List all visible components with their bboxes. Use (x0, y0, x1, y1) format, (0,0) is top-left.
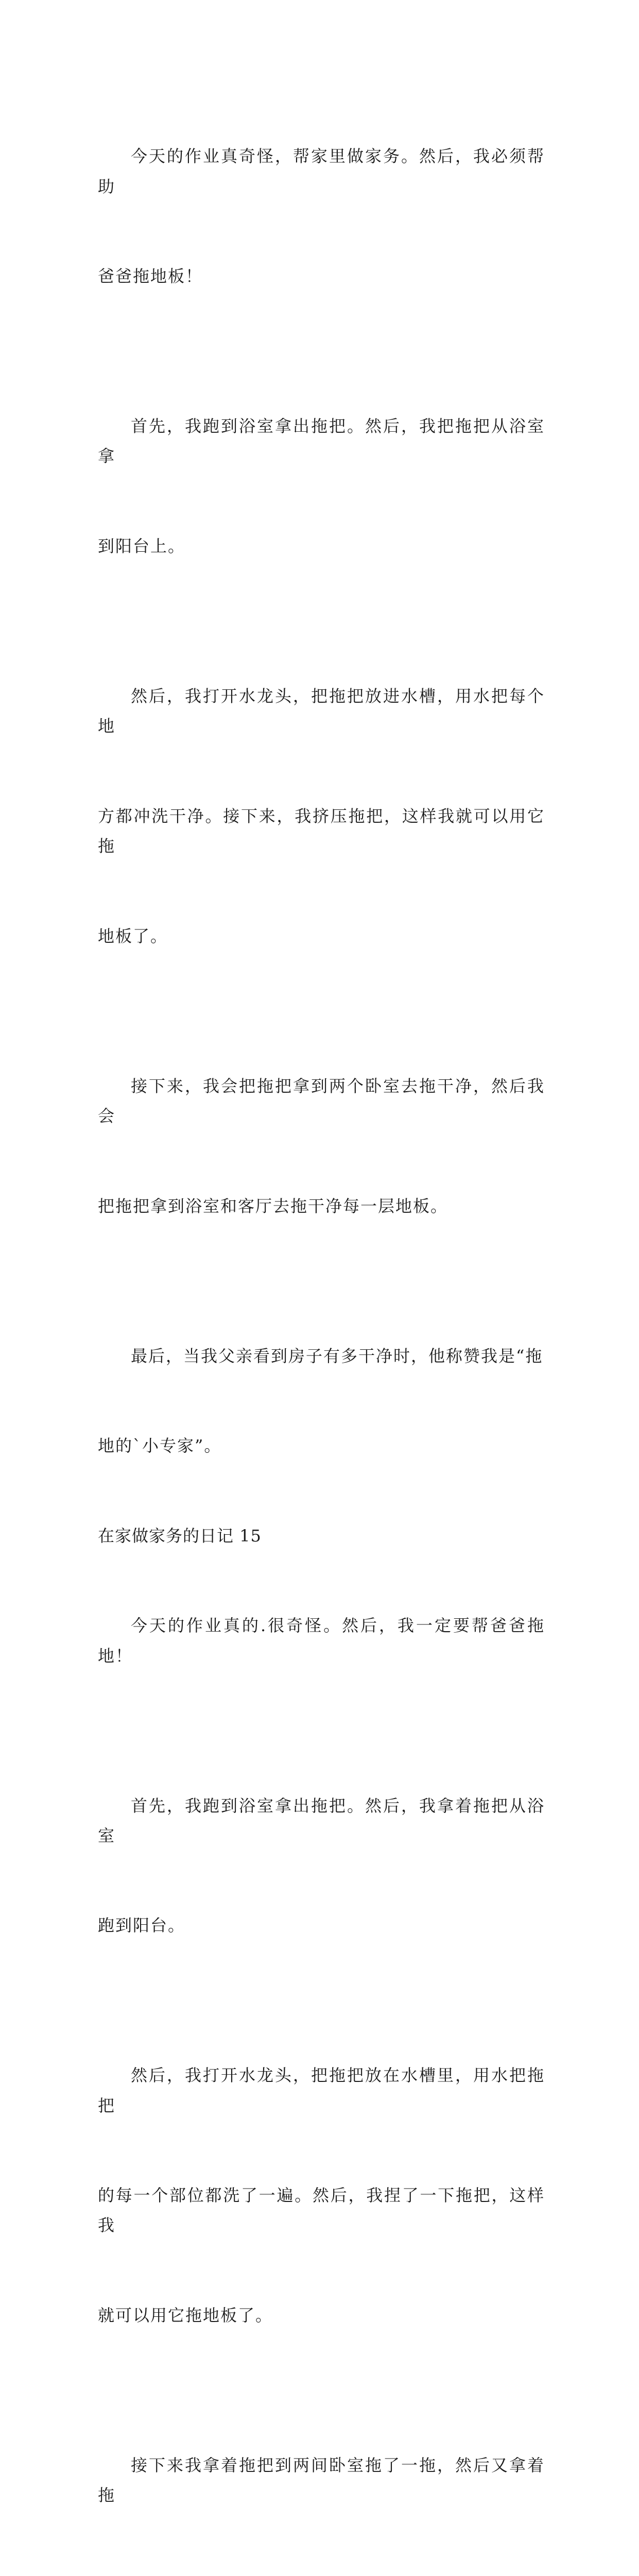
text-line: 今天的作业真的.很奇怪。然后，我一定要帮爸爸拖地！ (98, 1616, 545, 1666)
paragraph (98, 2001, 545, 2391)
paragraph (98, 2391, 545, 2576)
text-line: 到阳台上。 (98, 536, 186, 556)
paragraph (98, 351, 545, 621)
text-line: 最后，当我父亲看到房子有多干净时，他称赞我是“拖 (131, 1346, 543, 1366)
text-line: 跑到阳台。 (98, 1916, 186, 1936)
paragraph (98, 621, 545, 1011)
text-line: 方都冲洗干净。接下来，我挤压拖把，这样我就可以用它拖 (98, 806, 545, 856)
text-line (98, 2570, 545, 2576)
text-line: 把拖把拿到浴室和客厅去拖干净每一层地板。 (98, 1196, 448, 1216)
paragraph (98, 1011, 545, 1281)
text-line: 的每一个部位都洗了一遍。然后，我捏了一下拖把，这样我 (98, 2185, 545, 2235)
document-body (98, 81, 545, 2576)
text-line: 今天的作业真奇怪，帮家里做家务。然后，我必须帮助 (98, 146, 545, 196)
paragraph (98, 1551, 545, 1731)
text-line: 就可以用它拖地板了。 (98, 2306, 273, 2326)
text-line: 首先，我跑到浴室拿出拖把。然后，我把拖把从浴室拿 (98, 416, 545, 466)
text-line: 地的`小专家”。 (98, 1436, 222, 1456)
text-line: 爸爸拖地板！ (98, 266, 203, 286)
text-line: 然后，我打开水龙头，把拖把放进水槽，用水把每个地 (98, 686, 545, 736)
section-heading: 在家做家务的日记 15 (98, 1526, 262, 1546)
text-line: 地板了。 (98, 926, 168, 946)
text-line: 接下来我拿着拖把到两间卧室拖了一拖，然后又拿着拖 (98, 2455, 545, 2505)
paragraph (98, 1281, 545, 1521)
paragraph (98, 81, 545, 351)
text-line: 然后，我打开水龙头，把拖把放在水槽里，用水把拖把 (98, 2065, 545, 2115)
text-line: 接下来，我会把拖把拿到两个卧室去拖干净，然后我会 (98, 1076, 545, 1126)
paragraph (98, 1731, 545, 2001)
text-line: 首先，我跑到浴室拿出拖把。然后，我拿着拖把从浴室 (98, 1795, 545, 1845)
